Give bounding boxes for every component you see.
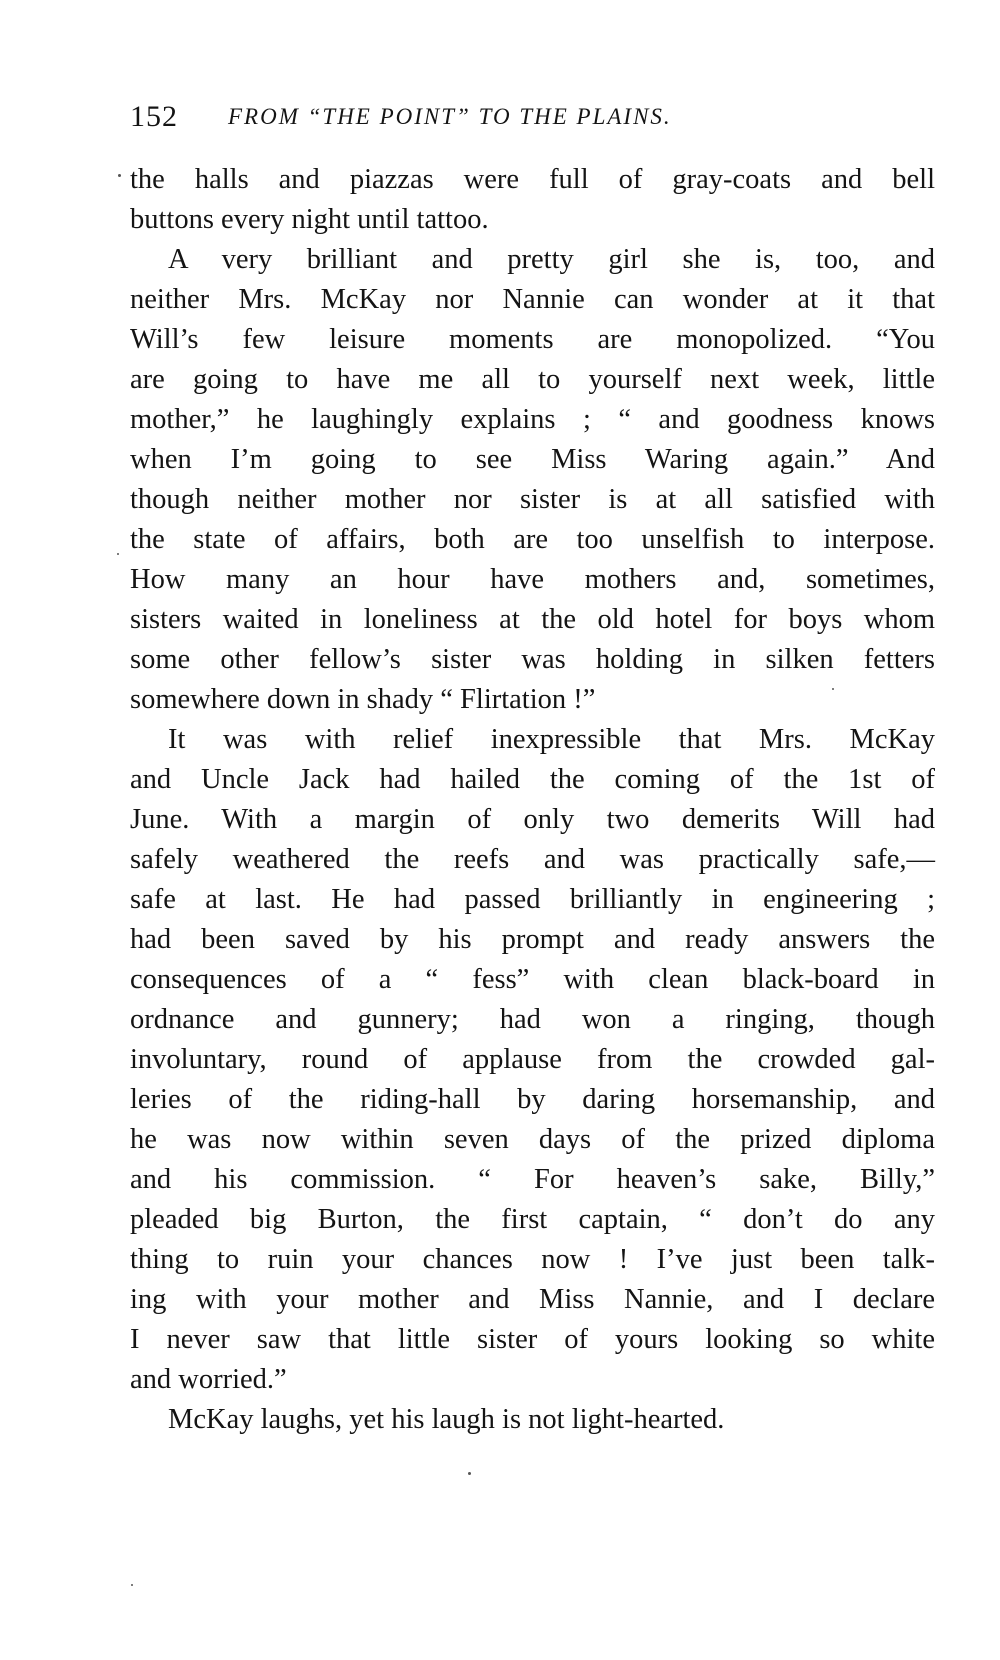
text-line: pleaded big Burton, the first captain, “ don’t do any [130, 1204, 935, 1235]
text-line: How many an hour have mothers and, sometimes, [130, 564, 935, 595]
text-line: Will’s few leisure moments are monopolized. “You [130, 324, 935, 355]
text-line: somewhere down in shady “ Flirtation !” [130, 684, 596, 715]
text-line: though neither mother nor sister is at all satisfied with [130, 484, 935, 515]
text-line: leries of the riding-hall by daring horsemanship, and [130, 1084, 935, 1115]
scan-speck [118, 174, 121, 177]
text-line: the state of affairs, both are too unselfish to interpose. [130, 524, 935, 555]
text-line: safe at last. He had passed brilliantly in engineering ; [130, 884, 935, 915]
text-line: when I’m going to see Miss Waring again.” And [130, 444, 935, 475]
scan-speck [832, 688, 834, 690]
text-line: and Uncle Jack had hailed the coming of the 1st of [130, 764, 935, 795]
text-line: he was now within seven days of the prized diploma [130, 1124, 935, 1155]
page-number: 152 [130, 100, 178, 133]
text-line: some other fellow’s sister was holding in silken fetters [130, 644, 935, 675]
text-line: ing with your mother and Miss Nannie, and I declare [130, 1284, 935, 1315]
text-line: thing to ruin your chances now ! I’ve just been talk- [130, 1244, 935, 1275]
text-line: It was with relief inexpressible that Mrs. McKay [168, 724, 935, 755]
text-line: sisters waited in loneliness at the old hotel for boys whom [130, 604, 935, 635]
text-line: the halls and piazzas were full of gray-coats and bell [130, 164, 935, 195]
scan-speck [468, 1472, 471, 1475]
text-line: and worried.” [130, 1364, 287, 1395]
text-line: safely weathered the reefs and was practically safe,— [130, 844, 935, 875]
text-line: A very brilliant and pretty girl she is, too, and [168, 244, 935, 275]
text-line: McKay laughs, yet his laugh is not light-hearted. [168, 1404, 725, 1435]
running-head: FROM “THE POINT” TO THE PLAINS. [228, 104, 672, 129]
text-line: and his commission. “ For heaven’s sake, Billy,” [130, 1164, 935, 1195]
text-line: are going to have me all to yourself next week, little [130, 364, 935, 395]
body-text [130, 160, 935, 1440]
page-header [130, 100, 930, 140]
scan-speck [131, 1584, 133, 1586]
scan-speck [117, 553, 119, 555]
text-line: I never saw that little sister of yours looking so white [130, 1324, 935, 1355]
text-line: ordnance and gunnery; had won a ringing, though [130, 1004, 935, 1035]
text-line: mother,” he laughingly explains ; “ and goodness knows [130, 404, 935, 435]
text-line: had been saved by his prompt and ready answers the [130, 924, 935, 955]
text-line: consequences of a “ fess” with clean black-board in [130, 964, 935, 995]
text-line: June. With a margin of only two demerits Will had [130, 804, 935, 835]
text-line: neither Mrs. McKay nor Nannie can wonder at it that [130, 284, 935, 315]
text-line: buttons every night until tattoo. [130, 204, 489, 235]
text-line: involuntary, round of applause from the crowded gal- [130, 1044, 935, 1075]
